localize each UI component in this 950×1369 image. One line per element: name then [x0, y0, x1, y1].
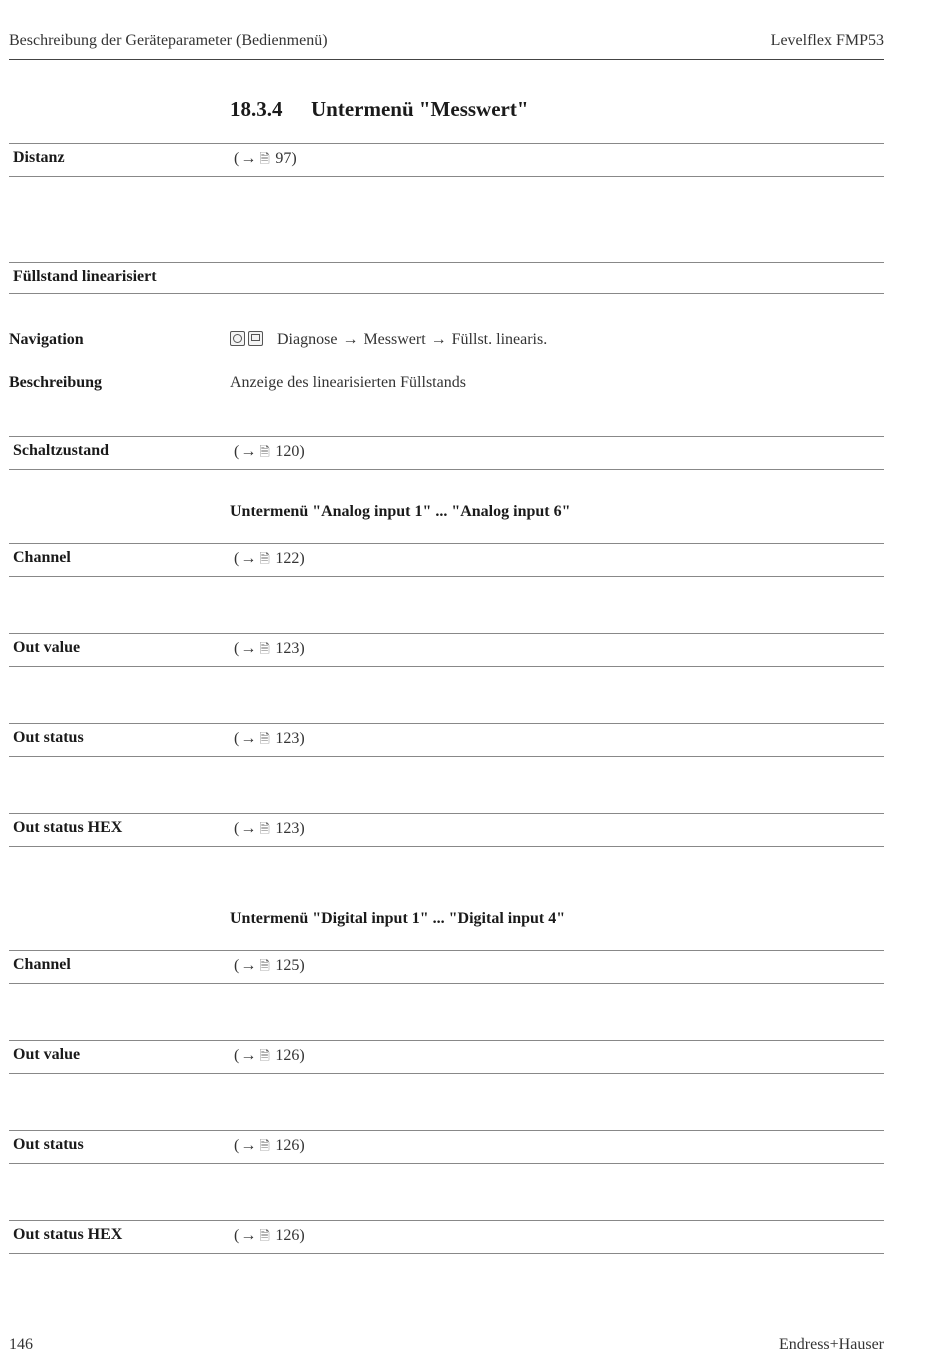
arrow-icon: →: [240, 443, 257, 460]
arrow-icon: →: [240, 550, 257, 567]
param-row-distanz: [9, 143, 884, 177]
navigation-path: [230, 331, 547, 349]
param-name: Schaltzustand: [13, 442, 110, 459]
page-reference[interactable]: (→ 🗎 126): [234, 1137, 305, 1159]
page-icon: 🗎: [259, 551, 270, 566]
page-icon: 🗎: [259, 1048, 270, 1063]
page-number: 146: [9, 1336, 33, 1353]
param-name: Out status: [13, 1136, 84, 1153]
subsection-heading-digital-input: Untermenü "Digital input 1" ... "Digital input 4": [230, 910, 566, 927]
description-value: Anzeige des linearisierten Füllstands: [230, 374, 466, 391]
page-icon: 🗎: [259, 1138, 270, 1153]
display-module-icon: [248, 331, 263, 346]
nav-step: Füllst. linearis.: [451, 331, 548, 348]
nav-step: Diagnose: [277, 331, 338, 348]
param-row-out-status: [9, 723, 884, 757]
page-reference[interactable]: (→ 🗎 126): [234, 1047, 305, 1069]
param-name: Out status HEX: [13, 1226, 123, 1243]
running-header-product: Levelflex FMP53: [770, 32, 884, 49]
page-icon: 🗎: [259, 444, 270, 459]
param-name: Channel: [13, 549, 71, 566]
param-name: Füllstand linearisiert: [13, 268, 157, 285]
arrow-icon: →: [240, 640, 257, 657]
arrow-icon: →: [240, 1047, 257, 1064]
param-row-channel: [9, 950, 884, 984]
arrow-icon: →: [240, 1227, 257, 1244]
param-row-fuellstand-linearisiert: [9, 262, 884, 294]
section-heading: [230, 97, 529, 122]
page-reference[interactable]: (→ 🗎 125): [234, 957, 305, 979]
param-row-schaltzustand: [9, 436, 884, 470]
arrow-icon: →: [240, 150, 257, 167]
param-name: Distanz: [13, 149, 65, 166]
arrow-icon: →: [240, 1137, 257, 1154]
param-name: Channel: [13, 956, 71, 973]
section-title: Untermenü "Messwert": [311, 97, 529, 121]
page-icon: 🗎: [259, 731, 270, 746]
navigation-label: Navigation: [9, 331, 84, 348]
page-reference[interactable]: (→ 🗎 126): [234, 1227, 305, 1249]
page-icon: 🗎: [259, 641, 270, 656]
arrow-icon: →: [240, 730, 257, 747]
param-row-out-value: [9, 633, 884, 667]
page-reference[interactable]: (→ 🗎 123): [234, 820, 305, 842]
arrow-icon: →: [240, 957, 257, 974]
param-row-out-status-hex: [9, 1220, 884, 1254]
header-rule: [9, 59, 884, 60]
param-row-out-status: [9, 1130, 884, 1164]
page-icon: 🗎: [259, 958, 270, 973]
brand-name: Endress+Hauser: [779, 1336, 884, 1353]
page-icon: 🗎: [259, 1228, 270, 1243]
param-name: Out status: [13, 729, 84, 746]
page-reference[interactable]: (→ 🗎 123): [234, 640, 305, 662]
page-reference[interactable]: (→ 🗎 97): [234, 150, 297, 172]
page-reference[interactable]: (→ 🗎 120): [234, 443, 305, 465]
param-row-out-value: [9, 1040, 884, 1074]
operating-tool-icon: [230, 331, 245, 346]
param-name: Out value: [13, 1046, 81, 1063]
nav-step: Messwert: [363, 331, 426, 348]
subsection-heading-analog-input: Untermenü "Analog input 1" ... "Analog input 6": [230, 503, 571, 520]
arrow-icon: →: [342, 331, 359, 348]
page-icon: 🗎: [259, 151, 270, 166]
arrow-icon: →: [430, 331, 447, 348]
page-reference[interactable]: (→ 🗎 123): [234, 730, 305, 752]
param-row-channel: [9, 543, 884, 577]
param-name: Out status HEX: [13, 819, 123, 836]
param-row-out-status-hex: [9, 813, 884, 847]
param-name: Out value: [13, 639, 81, 656]
arrow-icon: →: [240, 820, 257, 837]
description-label: Beschreibung: [9, 374, 103, 391]
section-number: 18.3.4: [230, 97, 283, 121]
page-reference[interactable]: (→ 🗎 122): [234, 550, 305, 572]
running-header-title: Beschreibung der Geräteparameter (Bedienmenü): [9, 32, 328, 49]
page-icon: 🗎: [259, 821, 270, 836]
